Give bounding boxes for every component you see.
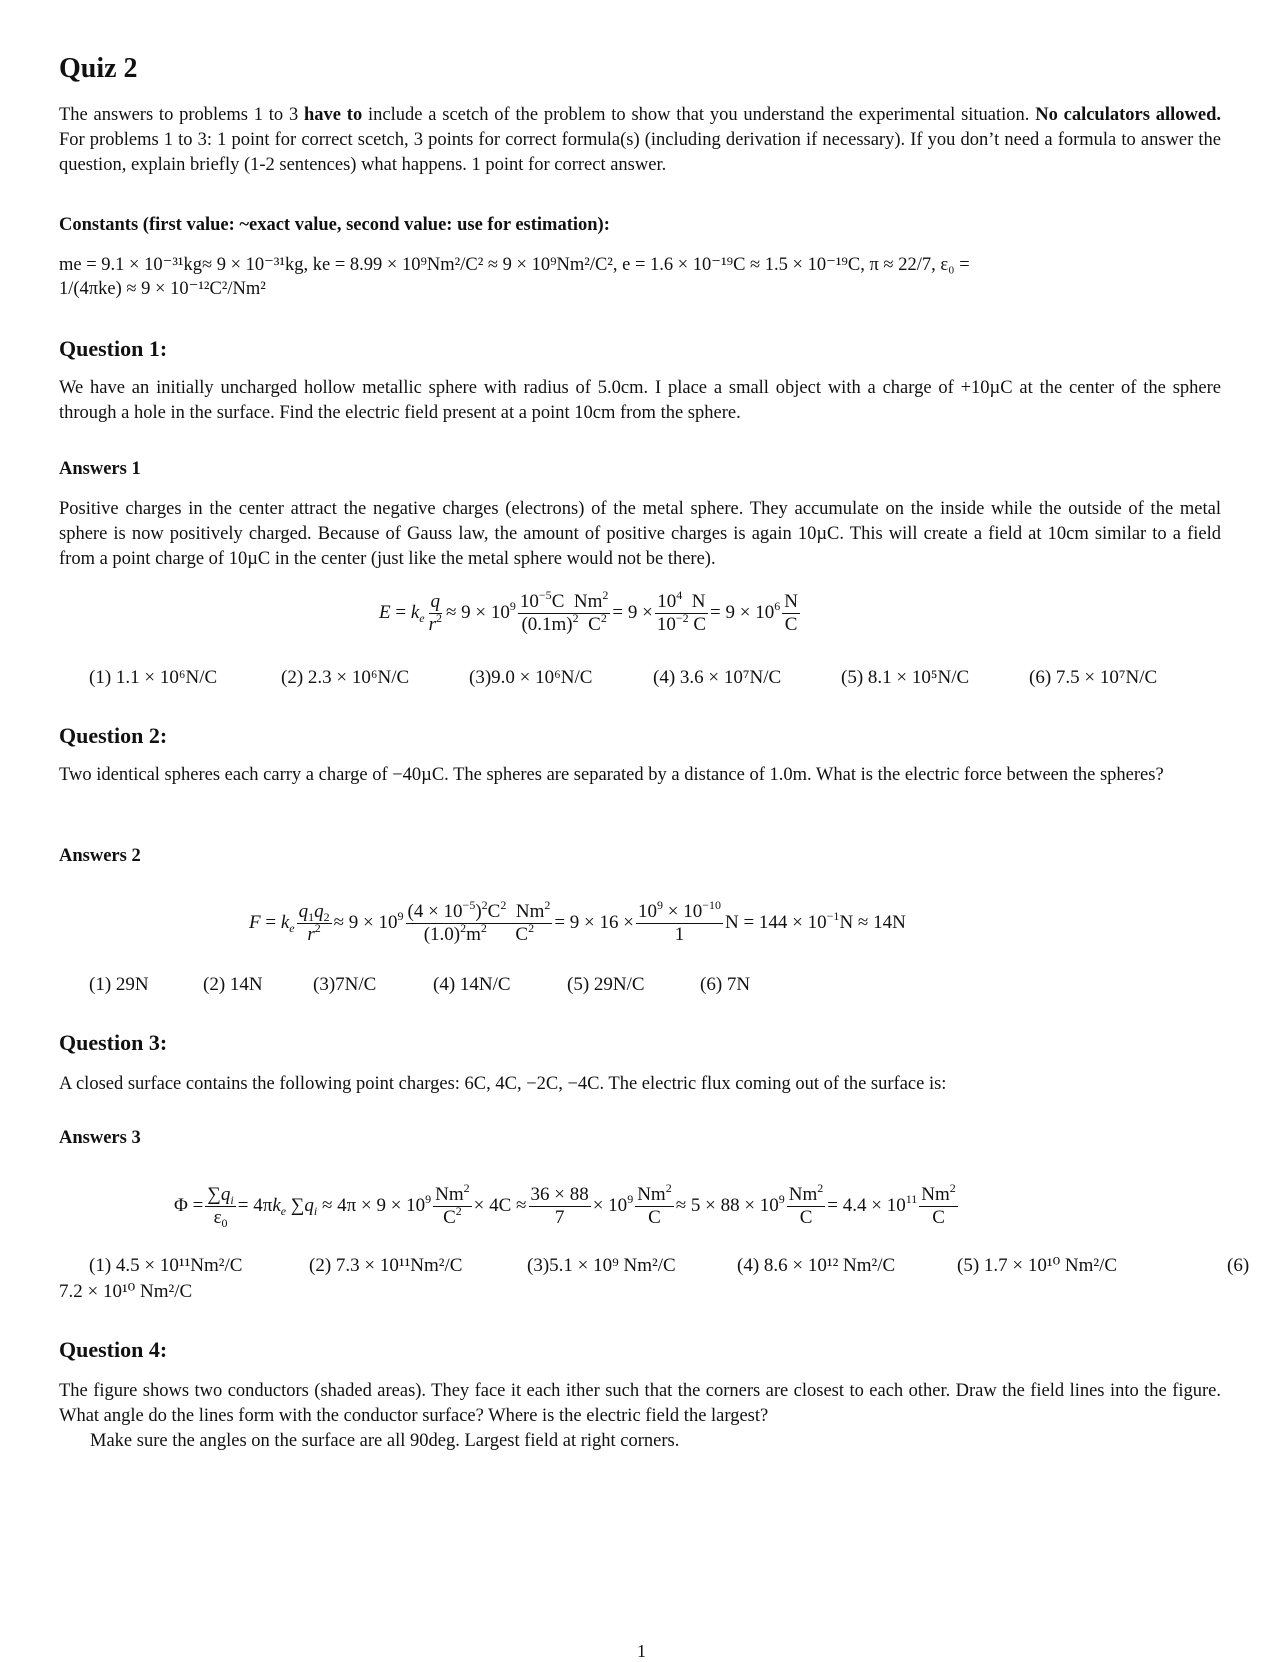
intro-text-1: The answers to problems 1 to 3 — [59, 105, 305, 125]
option: (5) 29N/C — [567, 974, 645, 995]
question-2-heading: Question 2: — [59, 723, 168, 748]
option: (6) — [1227, 1255, 1250, 1276]
equation-3: Φ = $\frac{\sum q_i}{\varepsilon_0}$ = $4\pi k_e$ $\sum q_i \approx 4\pi \times 9 \times 10^9$ $\frac{Nm^2}{C^2}$ × 4C ≈ $\frac{36 \times 88}{7}$ × $10^9$ $\frac{Nm^2}{C}$ ≈ $5 \times 88 \times 10^9$ $\frac{Nm^2}{C}$ = $4.4 \times 10^{11}$ $\frac{Nm^2}{C}$ — [174, 1181, 956, 1230]
answers-1-heading: Answers 1 — [59, 459, 141, 479]
option: (2) 2.3 × 10⁶N/C — [281, 667, 410, 688]
option: (3)5.1 × 10⁹ Nm²/C — [527, 1255, 676, 1276]
question-4-heading: Question 4: — [59, 1337, 168, 1362]
page-number: 1 — [637, 1641, 646, 1661]
intro-text-2: include a scetch of the problem to show that you understand the experimental situation. — [362, 105, 1036, 125]
option: (2) 7.3 × 10¹¹Nm²/C — [309, 1255, 463, 1276]
option: (1) 1.1 × 10⁶N/C — [89, 667, 218, 688]
option: (5) 1.7 × 10¹⁰ Nm²/C — [957, 1255, 1118, 1276]
option: (4) 14N/C — [433, 974, 511, 995]
answers-3-heading: Answers 3 — [59, 1128, 141, 1148]
option: (1) 29N — [89, 974, 149, 995]
answer-4-text: Make sure the angles on the surface are all 90deg. Largest field at right corners. — [90, 1431, 680, 1451]
page-title: Quiz 2 — [59, 53, 138, 84]
equation-1: $E = k_e$ $\frac{q}{r^2}$ ≈ $9 \times 10^9$ $\frac{10^{-5}C Nm^2}{(0.1m)^2 C^2}$ = 9 × $\frac{10^4 N}{10^{-2} C}$ = $9 \times 10^6$ $\frac{N}{C}$ — [379, 588, 798, 635]
option: (3)9.0 × 10⁶N/C — [469, 667, 593, 688]
constants-line-1: me = 9.1 × 10⁻³¹kg≈ 9 × 10⁻³¹kg, ke = 8.99 × 10⁹Nm²/C² ≈ 9 × 10⁹Nm²/C², e = 1.6 × 10⁻¹⁹C ≈ 1.5 × 10⁻¹⁹C, π ≈ 22/7, ε₀ = — [59, 255, 970, 275]
option: (4) 8.6 × 10¹² Nm²/C — [737, 1255, 896, 1276]
constants-heading: Constants (first value: ~exact value, second value: use for estimation): — [59, 215, 610, 235]
option: (6) 7N — [700, 974, 751, 995]
option: (6) 7.5 × 10⁷N/C — [1029, 667, 1158, 688]
option: (5) 8.1 × 10⁵N/C — [841, 667, 970, 688]
intro-bold-2: No calculators allowed. — [1035, 105, 1221, 125]
intro-paragraph — [59, 103, 1221, 178]
question-3-options — [89, 1254, 1249, 1277]
option: (2) 14N — [203, 974, 263, 995]
question-3-heading: Question 3: — [59, 1030, 168, 1055]
option: (1) 4.5 × 10¹¹Nm²/C — [89, 1255, 243, 1276]
equation-2: $F = k_e$ $\frac{q_1q_2}{r^2}$ ≈ $9 \times 10^9$ $\frac{(4 \times 10^{-5})^2C^2 Nm^2}{(1.0)^2m^2 C^2}$ = 9 × 16 × $\frac{10^9 \times 10^{-10}}{1}$ $N = 144 \times 10^{-1}N \approx 14N$ — [249, 898, 906, 945]
question-2-text: Two identical spheres each carry a charge of −40µC. The spheres are separated by a distance of 1.0m. What is the electric force between the spheres? — [59, 765, 1164, 785]
question-4-text: The figure shows two conductors (shaded areas). They face it each ither such that the corners are closest to each other. Draw the field lines into the figure. What angle do the lines form with the conductor surface? Where is the electric field the largest? — [59, 1381, 1221, 1426]
answers-2-heading: Answers 2 — [59, 846, 141, 866]
intro-text-3: For problems 1 to 3: 1 point for correct scetch, 3 points for correct formula(s) (including derivation if necessary). If you don’t need a formula to answer the question, explain briefly (1-2 sentences) what happens. 1 point for correct answer. — [59, 130, 1221, 175]
answer-1-text: Positive charges in the center attract the negative charges (electrons) of the metal sphere. They accumulate on the inside while the outside of the metal sphere is now positively charged. Because of Gauss law, the amount of positive charges is again 10µC. This will create a field at 10cm similar to a field from a point charge of 10µC in the center (just like the metal sphere would not be there). — [59, 499, 1221, 569]
question-2-options — [89, 974, 750, 996]
question-3-option-6-wrap: 7.2 × 10¹⁰ Nm²/C — [59, 1281, 193, 1302]
question-3-text: A closed surface contains the following point charges: 6C, 4C, −2C, −4C. The electric flux coming out of the surface is: — [59, 1074, 947, 1094]
option: (3)7N/C — [313, 974, 377, 995]
question-1-text: We have an initially uncharged hollow metallic sphere with radius of 5.0cm. I place a small object with a charge of +10µC at the center of the sphere through a hole in the surface. Find the electric field present at a point 10cm from the sphere. — [59, 378, 1221, 423]
constants-line-2: 1/(4πke) ≈ 9 × 10⁻¹²C²/Nm² — [59, 279, 266, 299]
question-1-options — [89, 667, 1157, 689]
option: (4) 3.6 × 10⁷N/C — [653, 667, 782, 688]
question-1-heading: Question 1: — [59, 336, 168, 361]
intro-bold-1: have to — [304, 105, 363, 125]
